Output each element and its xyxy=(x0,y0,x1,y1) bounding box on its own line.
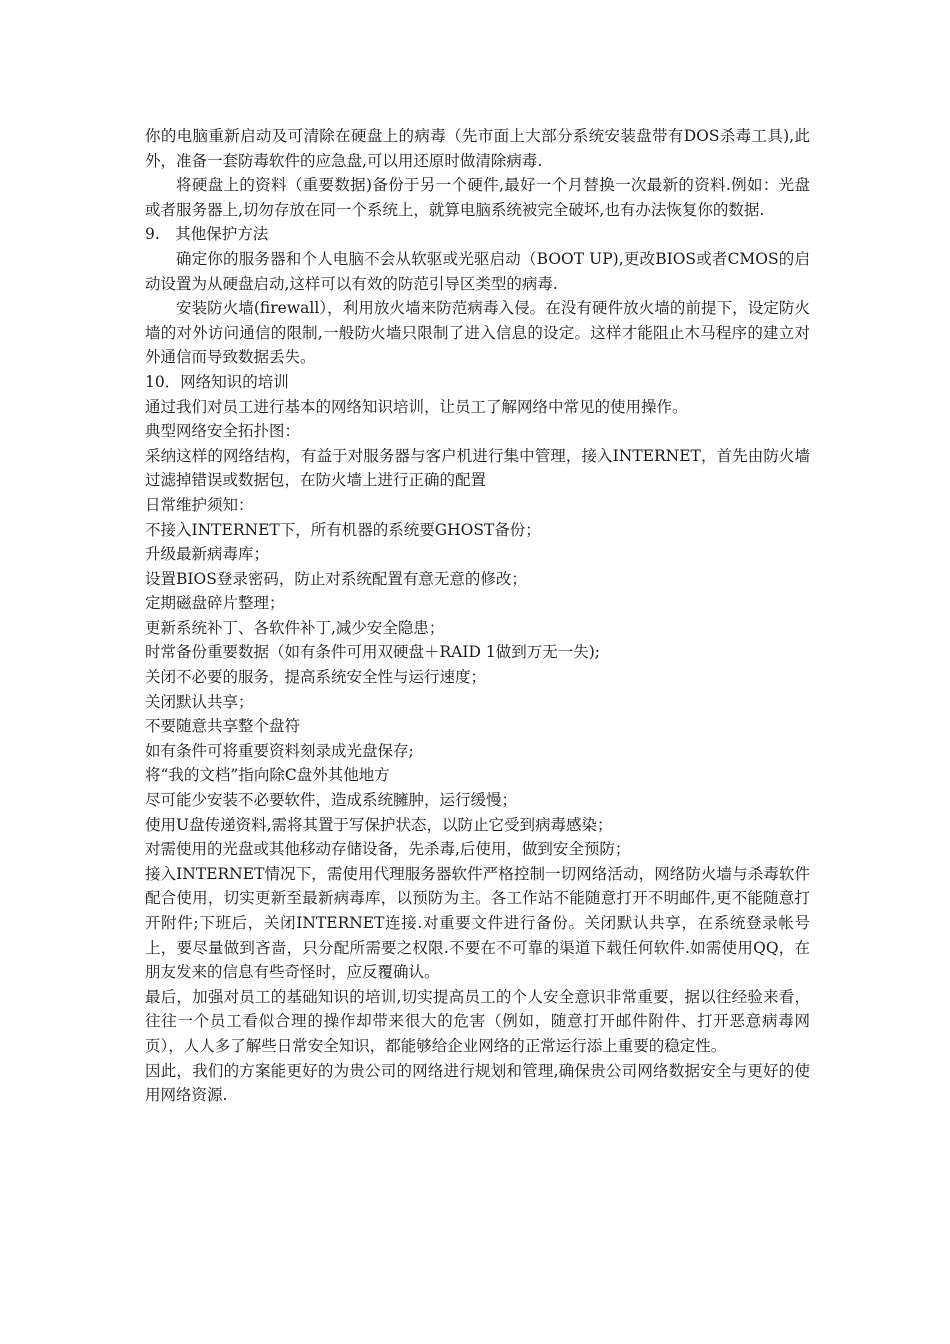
paragraph-2: 将硬盘上的资料（重要数据)备份于另一个硬件,最好一个月替换一次最新的资料.例如：光盘或者服务器上,切勿存放在同一个系统上，就算电脑系统被完全破坏,也有办法恢复你的数据. xyxy=(145,176,810,219)
paragraph-1: 你的电脑重新启动及可清除在硬盘上的病毒（先市面上大部分系统安装盘带有DOS杀毒工具),此外，准备一套防毒软件的应急盘,可以用还原时做清除病毒. xyxy=(145,127,810,170)
paragraph-9: 采纳这样的网络结构，有益于对服务器与客户机进行集中管理，接入INTERNET，首先由防火墙过滤掉错误或数据包，在防火墙上进行正确的配置 xyxy=(145,446,810,490)
list-item-5: 更新系统补丁、各软件补丁,减少安全隐患； xyxy=(145,618,445,637)
list-item-8: 关闭默认共享； xyxy=(145,692,254,711)
document-body xyxy=(145,124,810,1108)
paragraph-conclusion: 因此，我们的方案能更好的为贵公司的网络进行规划和管理,确保贵公司网络数据安全与更好的使用网络资源. xyxy=(145,1061,810,1105)
list-item-11: 将“我的文档”指向除C盘外其他地方 xyxy=(145,766,390,785)
list-item-12: 尽可能少安装不必要软件，造成系统臃肿，运行缓慢； xyxy=(145,791,518,810)
paragraph-4: 确定你的服务器和个人电脑不会从软驱或光驱启动（BOOT UP),更改BIOS或者CMOS的启动设置为从硬盘启动,这样可以有效的防范引导区类型的病毒. xyxy=(145,249,810,293)
paragraph-7: 通过我们对员工进行基本的网络知识培训，让员工了解网络中常见的使用操作。 xyxy=(145,397,688,416)
paragraph-8: 典型网络安全拓扑图： xyxy=(145,422,301,441)
section-heading-10: 10．网络知识的培训 xyxy=(145,372,289,391)
list-item-4: 定期磁盘碎片整理； xyxy=(145,594,285,613)
list-item-7: 关闭不必要的服务，提高系统安全性与运行速度； xyxy=(145,668,487,687)
section-heading-9: 9. 其他保护方法 xyxy=(145,225,269,244)
list-item-1: 不接入INTERNET下，所有机器的系统要GHOST备份； xyxy=(145,520,541,539)
paragraph-10: 日常维护须知： xyxy=(145,495,254,514)
list-item-14: 对需使用的光盘或其他移动存储设备，先杀毒,后使用，做到安全预防； xyxy=(145,840,631,859)
list-item-13: 使用U盘传递资料,需将其置于写保护状态，以防止它受到病毒感染； xyxy=(145,815,613,834)
list-item-2: 升级最新病毒库； xyxy=(145,545,270,564)
list-item-10: 如有条件可将重要资料刻录成光盘保存; xyxy=(145,741,414,760)
list-item-9: 不要随意共享整个盘符 xyxy=(145,717,301,736)
paragraph-internet: 接入INTERNET情况下，需使用代理服务器软件严格控制一切网络活动，网络防火墙与杀毒软件配合使用，切实更新至最新病毒库，以预防为主。各工作站不能随意打开不明邮件,更不能随意打开附件;下班后，关闭INTERNET连接.对重要文件进行备份。关闭默认共享，在系统登录帐号上，要尽量做到吝啬，只分配所需要之权限.不要在不可靠的渠道下载任何软件.如需使用QQ，在朋友发来的信息有些奇怪时，应反覆确认。 xyxy=(145,864,810,982)
list-item-6: 时常备份重要数据（如有条件可用双硬盘＋RAID 1做到万无一失); xyxy=(145,643,600,662)
paragraph-training: 最后，加强对员工的基础知识的培训,切实提高员工的个人安全意识非常重要，据以往经验来看，往往一个员工看似合理的操作却带来很大的危害（例如，随意打开邮件附件、打开恶意病毒网页），人人多了解些日常安全知识，都能够给企业网络的正常运行添上重要的稳定性。 xyxy=(145,987,810,1055)
list-item-3: 设置BIOS登录密码，防止对系统配置有意无意的修改； xyxy=(145,569,527,588)
paragraph-5: 安装防火墙(firewall），利用放火墙来防范病毒入侵。在没有硬件放火墙的前提下，设定防火墙的对外访问通信的限制,一般防火墙只限制了进入信息的设定。这样才能阻止木马程序的建立对外通信而导致数据丢失。 xyxy=(145,299,810,367)
